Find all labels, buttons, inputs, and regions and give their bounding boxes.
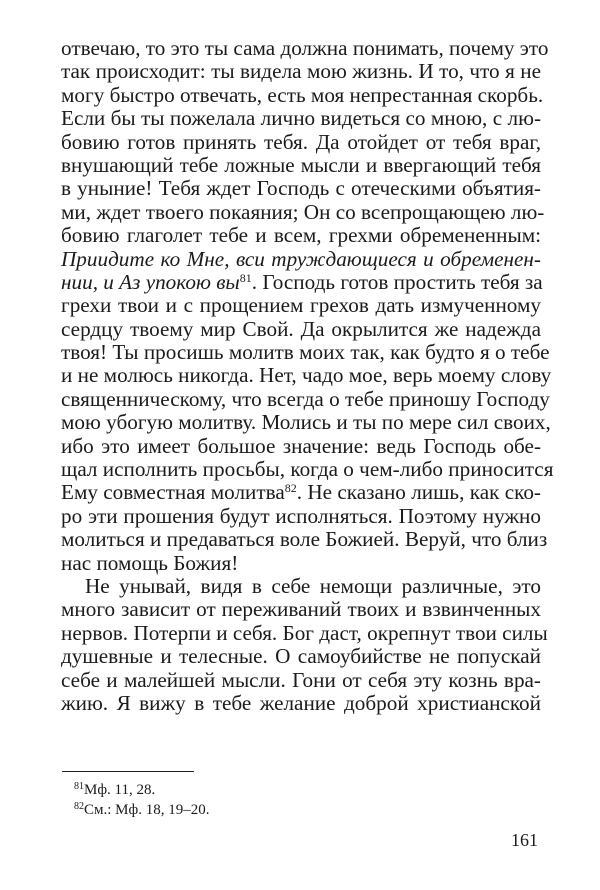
text-line: ро эти прошения будут исполняться. Поэтому нужно — [61, 503, 541, 528]
text-line — [61, 481, 541, 504]
text-line: твоя! Ты просишь молитв моих так, как будто я о тебе — [61, 340, 550, 365]
text-line: священническому, что всегда о тебе приношу Господу — [61, 386, 550, 411]
text-line: жию. Я вижу в тебе желание доброй христианской — [61, 690, 541, 715]
text-line: сердцу твоему мир Свой. Да окрылится же надежда — [61, 316, 541, 341]
footnote-ref-81: 81 — [239, 270, 252, 285]
text-line: ми, ждет твоего покаяния; Он со всепрощающею лю- — [61, 199, 545, 224]
scripture-quote-line: Приидите ко Мне, вси труждающиеся и обременен- — [61, 246, 541, 271]
footnote-number: 82 — [74, 801, 84, 812]
text-line: отвечаю, то это ты сама должна понимать, почему это — [61, 36, 549, 60]
text-segment: Ему совместная молитва — [61, 480, 285, 505]
text-line: бовию глаголет тебе и всем, грехми обремененным: — [61, 223, 541, 248]
footnote-ref-82: 82 — [284, 481, 297, 496]
footnote-text: Мф. 11, 28. — [84, 782, 156, 798]
footnote-number: 81 — [74, 781, 84, 792]
text-line: душевные и телесные. О самоубийстве не попускай — [61, 644, 541, 669]
text-line: щал исполнить просьбы, когда о чем-либо приносится — [61, 457, 554, 482]
footnote-82 — [74, 801, 209, 819]
main-text — [61, 36, 554, 715]
text-segment: . Не сказано лишь, как ско- — [296, 480, 541, 505]
text-line: ибо это имеет большое значение: ведь Господь обе- — [61, 433, 541, 458]
text-line: и не молюсь никогда. Нет, чадо мое, верь моему слову — [61, 363, 552, 388]
scripture-quote-end: нии, и Аз упокою вы — [61, 269, 240, 294]
text-line: мою убогую молитву. Молись и ты по мере сил своих, — [61, 410, 551, 435]
paragraph-start-line: Не унывай, видя в себе немощи различные, это — [85, 573, 541, 598]
text-line: Если бы ты пожелала лично видеться со мною, с лю- — [61, 106, 541, 131]
text-line: бовию готов принять тебя. Да отойдет от тебя враг, — [61, 129, 541, 154]
text-line: нас помощь Божия! — [61, 550, 239, 575]
page-number: 161 — [511, 830, 538, 850]
text-line: молиться и предаваться воле Божией. Веруй, что близ — [61, 527, 548, 552]
text-line: могу быстро отвечать, есть моя непрестанная скорбь. — [61, 82, 544, 107]
text-line: грехи твои и с прощением грехов дать измученному — [61, 293, 541, 318]
text-line: нервов. Потерпи и себя. Бог даст, окрепнут твои силы — [61, 620, 548, 645]
text-line: внушающий тебе ложные мысли и ввергающий тебя — [61, 152, 541, 177]
text-line: много зависит от переживаний твоих и взвинченных — [61, 597, 541, 622]
text-segment: . Господь готов простить тебя за — [251, 269, 543, 294]
text-line — [61, 271, 541, 294]
footnote-divider — [62, 771, 194, 772]
footnote-81 — [74, 781, 155, 799]
text-line: в уныние! Тебя ждет Господь с отеческими объятия- — [61, 176, 541, 201]
text-line: так происходит: ты видела мою жизнь. И то, что я не — [61, 59, 541, 84]
text-line: себе и малейшей мысли. Гони от себя эту кознь вра- — [61, 667, 541, 692]
footnote-text: См.: Мф. 18, 19–20. — [84, 802, 210, 818]
